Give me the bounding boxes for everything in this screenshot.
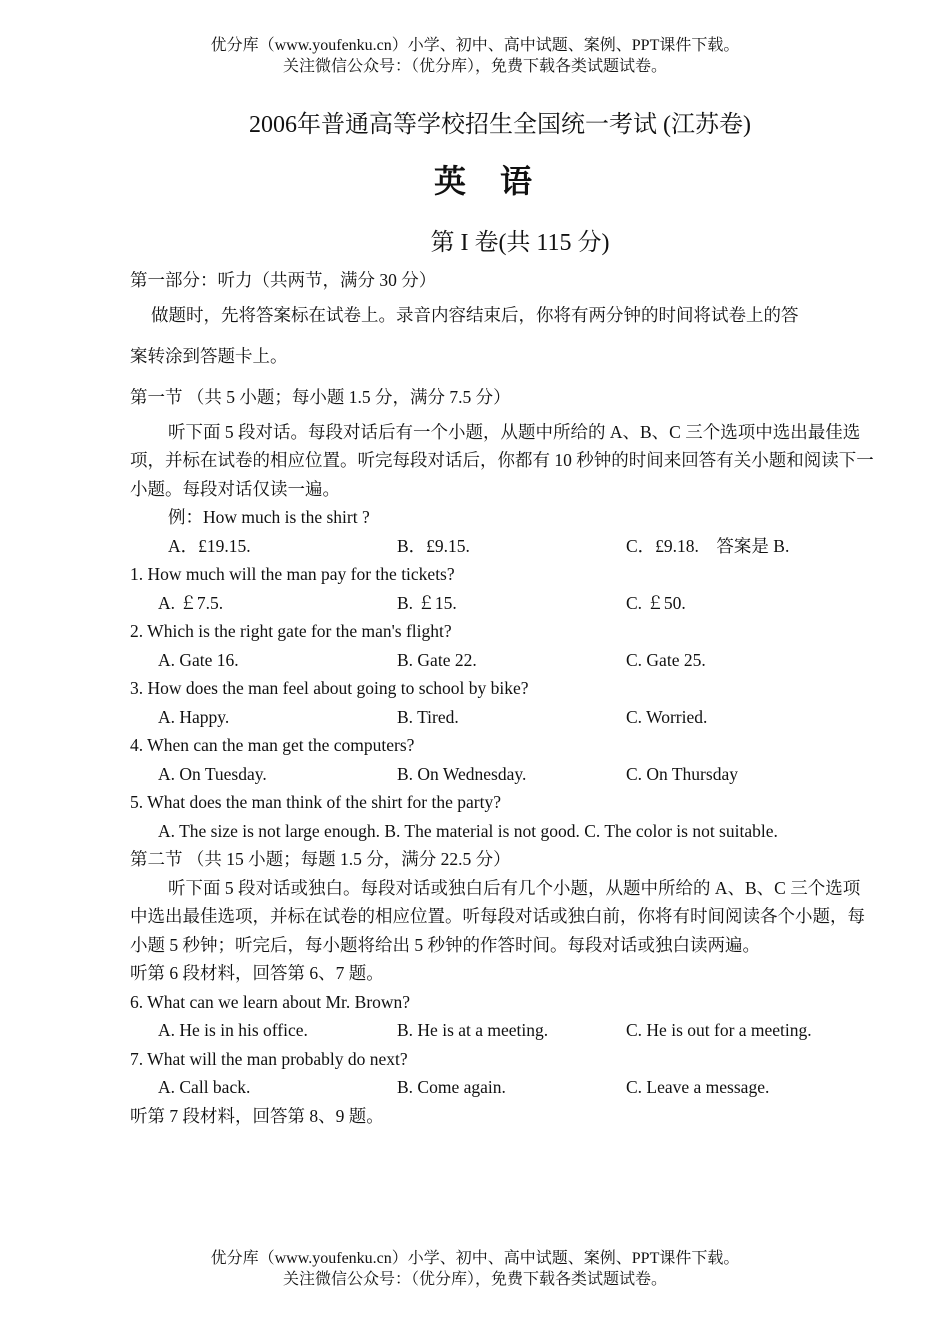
question-1-options bbox=[130, 589, 875, 618]
question-4-options bbox=[130, 760, 875, 789]
part1-instruction-b: 案转涂到答题卡上。 bbox=[130, 345, 288, 366]
q2-option-c: C. Gate 25. bbox=[626, 649, 706, 670]
exam-volume: 第 I 卷(共 115 分) bbox=[430, 230, 610, 256]
section1-heading: 第一节 （共 5 小题；每小题 1.5 分，满分 7.5 分） bbox=[130, 386, 511, 407]
question-6-options bbox=[130, 1016, 875, 1045]
example-option-a: A．£19.15. bbox=[168, 535, 251, 556]
example-question: 例：How much is the shirt ? bbox=[168, 507, 370, 527]
question-1: 1. How much will the man pay for the tickets? bbox=[130, 564, 455, 584]
q1-option-c: C. ￡50. bbox=[626, 592, 686, 613]
q7-option-a: A. Call back. bbox=[158, 1077, 251, 1097]
section2-heading: 第二节 （共 15 小题；每题 1.5 分，满分 22.5 分） bbox=[130, 849, 511, 869]
exam-subject: 英语 bbox=[433, 163, 566, 199]
q3-option-b: B. Tired. bbox=[397, 706, 459, 727]
q1-option-b: B. ￡15. bbox=[397, 592, 457, 613]
q3-option-a: A. Happy. bbox=[158, 706, 230, 727]
q2-option-a: A. Gate 16. bbox=[158, 649, 239, 670]
footer-line-1: 优分库（www.youfenku.cn）小学、初中、高中试题、案例、PPT课件下载。 bbox=[210, 1250, 740, 1267]
question-5: 5. What does the man think of the shirt for the party? bbox=[130, 792, 501, 812]
section1-instruction: 听下面 5 段对话。每段对话后有一个小题，从题中所给的 A、B、C 三个选项中选出最佳选项，并标在试卷的相应位置。听完每段对话后，你都有 10 秒钟的时间来回答有关小题和阅读下一小题。每段对话仅读一遍。 bbox=[130, 421, 874, 499]
q7-option-b: B. Come again. bbox=[397, 1077, 506, 1097]
q3-option-c: C. Worried. bbox=[626, 706, 708, 727]
part1-instruction-a: 做题时，先将答案标在试卷上。录音内容结束后，你将有两分钟的时间将试卷上的答 bbox=[151, 304, 799, 325]
question-3-options bbox=[130, 703, 875, 732]
question-3: 3. How does the man feel about going to school by bike? bbox=[130, 678, 529, 698]
material-7-note: 听第 7 段材料，回答第 8、9 题。 bbox=[130, 1105, 384, 1126]
example-option-b: B．£9.15. bbox=[397, 535, 470, 556]
page-footer bbox=[0, 1248, 950, 1290]
question-4: 4. When can the man get the computers? bbox=[130, 735, 415, 755]
q4-option-b: B. On Wednesday. bbox=[397, 763, 527, 784]
page-header bbox=[0, 35, 950, 77]
question-5-options: A. The size is not large enough. B. The material is not good. C. The color is not suitable. bbox=[158, 820, 778, 841]
q7-option-c: C. Leave a message. bbox=[626, 1077, 770, 1097]
example-options bbox=[130, 532, 875, 561]
question-6: 6. What can we learn about Mr. Brown? bbox=[130, 991, 411, 1012]
header-line-2: 关注微信公众号：（优分库），免费下载各类试题试卷。 bbox=[282, 58, 667, 75]
section2-instruction: 听下面 5 段对话或独白。每段对话或独白后有几个小题，从题中所给的 A、B、C 三个选项中选出最佳选项，并标在试卷的相应位置。听每段对话或独白前，你将有时间阅读各个小题，每小题 5 秒钟；听完后，每小题将给出 5 秒钟的作答时间。每段对话或独白读两遍。 bbox=[130, 877, 865, 955]
q1-option-a: A. ￡7.5. bbox=[158, 592, 224, 613]
q6-option-c: C. He is out for a meeting. bbox=[626, 1020, 812, 1040]
question-2: 2. Which is the right gate for the man's flight? bbox=[130, 621, 452, 641]
q4-option-a: A. On Tuesday. bbox=[158, 763, 267, 784]
q4-option-c: C. On Thursday bbox=[626, 763, 738, 784]
question-2-options bbox=[130, 646, 875, 675]
example-option-c: C．£9.18. 答案是 B. bbox=[626, 535, 790, 556]
exam-content bbox=[130, 266, 875, 1130]
material-6-note: 听第 6 段材料，回答第 6、7 题。 bbox=[130, 963, 384, 983]
q2-option-b: B. Gate 22. bbox=[397, 649, 477, 670]
header-line-1: 优分库（www.youfenku.cn）小学、初中、高中试题、案例、PPT课件下载。 bbox=[210, 37, 740, 54]
question-7: 7. What will the man probably do next? bbox=[130, 1048, 408, 1069]
part1-heading: 第一部分：听力（共两节，满分 30 分） bbox=[130, 270, 437, 290]
footer-line-2: 关注微信公众号：（优分库），免费下载各类试题试卷。 bbox=[282, 1271, 667, 1288]
q6-option-a: A. He is in his office. bbox=[158, 1020, 308, 1040]
exam-title: 2006年普通高等学校招生全国统一考试 (江苏卷) bbox=[249, 112, 751, 138]
question-7-options bbox=[130, 1073, 875, 1102]
q6-option-b: B. He is at a meeting. bbox=[397, 1020, 549, 1040]
